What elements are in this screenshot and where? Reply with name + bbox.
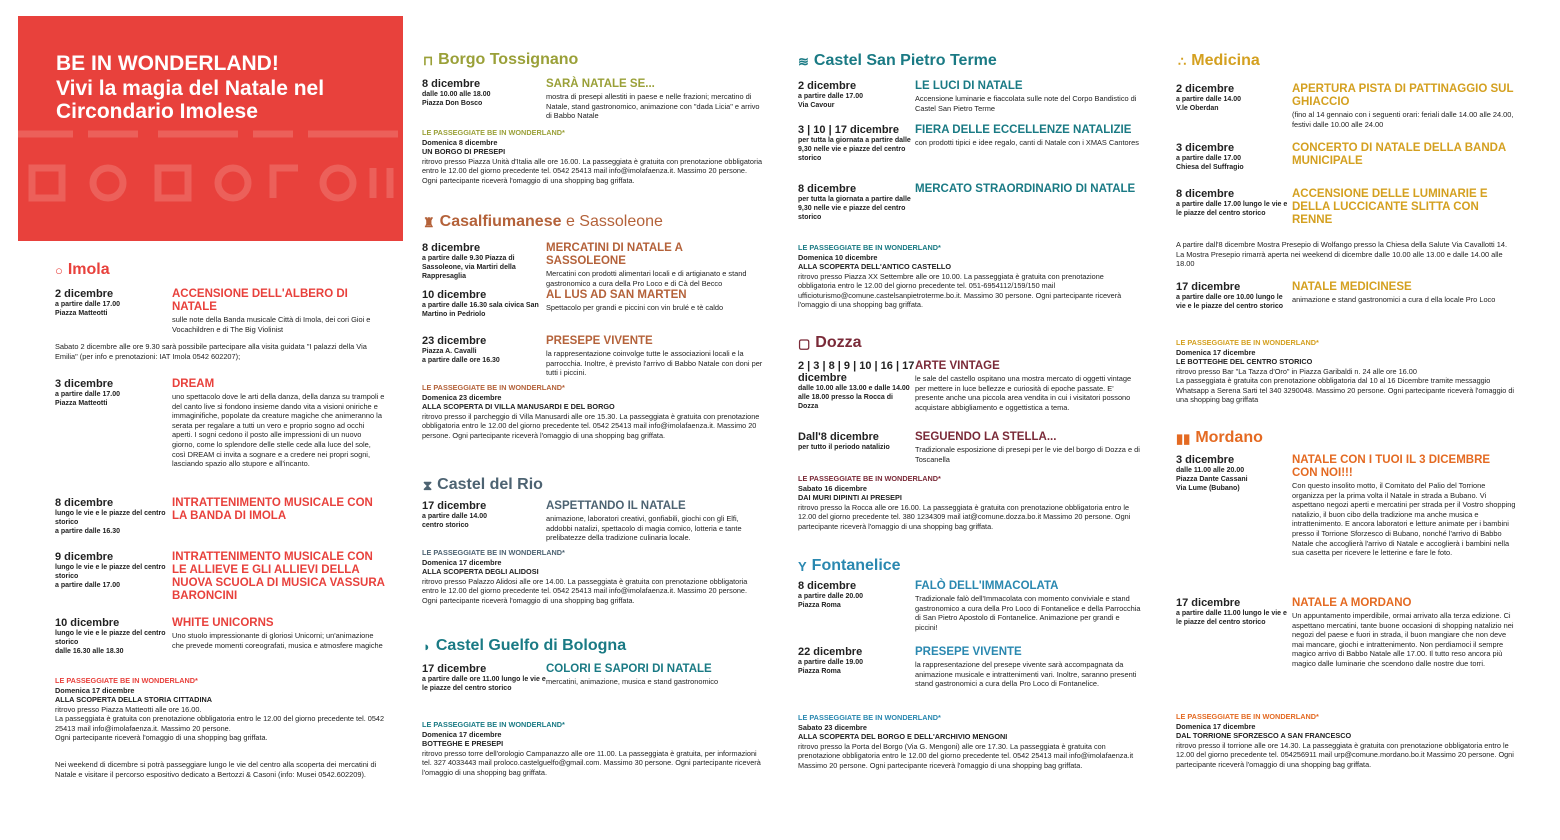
event-dozza-2: Dall'8 dicembre per tutto il periodo natalizio SEGUENDO LA STELLA... Tradizionale esposizione di presepi per le vie del borgo di Dozza e di Toscanella bbox=[798, 431, 1140, 464]
event-imola-2: 3 dicembre a partire dalle 17.00 Piazza Matteotti DREAM uno spettacolo dove le arti della danza, della danza su trampoli e del canto live si fondono insieme dando vita a visioni oniriche e immaginifiche, popolate da creature magiche che animeranno la serata per regalare a tutti un vero e proprio sogno ad occhi aperti. I sogni cedono il posto alle impressioni di un nuovo giorno, come lo splendore delle stelle cede alla luce del sole, così DREAM ci invita a sognare e a credere nei propri sogni, lasciando spazio allo stupore e all'incanto. bbox=[55, 378, 385, 469]
column-4 bbox=[1162, 0, 1560, 840]
hero-title: BE IN WONDERLAND! bbox=[56, 52, 279, 75]
passeggiata-casalfiumanese: LE PASSEGGIATE BE IN WONDERLAND* Domenica 23 dicembre ALLA SCOPERTA DI VILLA MANUSARDI E DEL BORGO ritrovo presso il parcheggio di Villa Manusardi alle ore 15.30. La passeggiata è gratuita con prenotazione obbligatoria entro le 12.00 del giorno precedente tel. 0542 25413 mail info@imolafaenza.it. Massimo 20 persone. Ogni partecipante riceverà l'omaggio di una shopping bag griffata. bbox=[422, 383, 760, 440]
town-heading-castel-san-pietro: ≋ Castel San Pietro Terme bbox=[798, 52, 997, 69]
column-3 bbox=[780, 0, 1162, 840]
event-mordano-2: 17 dicembre a partire dalle 11.00 lungo le vie e le piazze del centro storico NATALE A MORDANO Un appuntamento imperdibile, ormai arrivato alla terza edizione. Ci aspettano mercatini, tante buone occasioni di shopping natalizio nei negozi del paese e fuori in strada, il buon mangiare che non deve mai mancare, giochi e intrattenimento. Non perdiamoci il sempre magico arrivo di Babbo Natale alle 17.00. Il tutto reso ancora più magico dalle luminarie che scendono dalle nostre due torri. bbox=[1176, 597, 1514, 668]
event-csp-1: 2 dicembre a partire dalle 17.00 Via Cavour LE LUCI DI NATALE Accensione luminarie e fiaccolata sulle note del Corpo Bandistico di Castel San Pietro Terme bbox=[798, 80, 1137, 113]
event-castel-del-rio-1: 17 dicembre a partire dalle 14.00 centro storico ASPETTANDO IL NATALE animazione, laboratori creativi, gonfiabili, giochi con gli Elfi, addobbi natalizi, spettacolo di magia comico, lotteria e tante prelibatezze della tradizione culinaria locale. bbox=[422, 500, 742, 543]
event-medicina-3: 8 dicembre a partire dalle 17.00 lungo le vie e le piazze del centro storico ACCENSIONE DELLE LUMINARIE E DELLA LUCCICANTE SLITTA CON RENNE bbox=[1176, 188, 1488, 226]
passeggiata-mordano: LE PASSEGGIATE BE IN WONDERLAND* Domenica 17 dicembre DAL TORRIONE SFORZESCO A SAN FRANCESCO ritrovo presso il torrione alle ore 14.30. La passeggiata è gratuita con prenotazione obbligatoria entro le 12.00 del giorno precedente tel. 054256911 mail urp@comune.mordano.bo.it Massimo 20 persone. Ogni partecipante riceverà l'omaggio di una shopping bag griffata. bbox=[1176, 712, 1514, 769]
castle-icon: ♜ bbox=[423, 214, 435, 230]
passeggiata-dozza: LE PASSEGGIATE BE IN WONDERLAND* Sabato 16 dicembre DAI MURI DIPINTI AI PRESEPI ritrovo presso la Rocca alle ore 16.00. La passeggiata è gratuita con prenotazione obbligatoria entro le 12.00 del giorno precedente tel. 380 1234309 mail iat@comune.dozza.bo.it Massimo 20 persone. Ogni partecipante riceverà l'omaggio di una shopping bag griffata. bbox=[798, 474, 1131, 531]
town-heading-medicina: ∴ Medicina bbox=[1178, 52, 1260, 69]
passeggiata-imola: LE PASSEGGIATE BE IN WONDERLAND* Domenica 17 dicembre ALLA SCOPERTA DELLA STORIA CITTADINA ritrovo presso Piazza Matteotti alle ore 16.00. La passeggiata è gratuita con prenotazione obbligatoria entro le 12.00 del giorno precedente tel. 0542 25413 mail info@imolafaenza.it. Massimo 20 persone. Ogni partecipante riceverà l'omaggio di una shopping bag griffata. bbox=[55, 676, 385, 742]
column-imola bbox=[0, 0, 406, 840]
imola-note-weekend: Nei weekend di dicembre si potrà passeggiare lungo le vie del centro alla scoperta dei mercatini di Natale e visitare il percorso espositivo dedicato a Bertozzi & Casoni (info: Musei 0542.602209). bbox=[55, 760, 377, 779]
hero-subtitle: Vivi la magia del Natale nel Circondario Imolese bbox=[56, 77, 325, 123]
town-heading-casalfiumanese: ♜ Casalfiumanese e Sassoleone bbox=[423, 213, 663, 230]
event-medicina-2: 3 dicembre a partire dalle 17.00 Chiesa del Suffragio CONCERTO DI NATALE DELLA BANDA MUNICIPALE bbox=[1176, 142, 1506, 171]
circle-icon: ○ bbox=[55, 262, 63, 278]
medicina-note-presepio: A partire dall'8 dicembre Mostra Presepio di Wolfango presso la Chiesa della Salute Via Cavallotti 14. La Mostra Presepio rimarrà aperta nei weekend di dicembre dalle 10.00 alle 13.00 e dalle 14.00 alle 18.00 bbox=[1176, 240, 1508, 269]
event-csp-3: 8 dicembre per tutta la giornata a partire dalle 9,30 nelle vie e piazze del centro storico MERCATO STRAORDINARIO DI NATALE bbox=[798, 183, 1136, 221]
decorative-pattern bbox=[18, 16, 403, 241]
passeggiata-fontanelice: LE PASSEGGIATE BE IN WONDERLAND* Sabato 23 dicembre ALLA SCOPERTA DEL BORGO E DELL'ARCHIVIO MENGONI ritrovo presso la Porta del Borgo (Via G. Mengoni) alle ore 17.30. La passeggiata è gratuita con prenotazione obbligatoria entro le 12.00 del giorno precedente tel. 0542 25413 mail info@imolafaenza.it Massimo 20 persone. Ogni partecipante riceverà l'omaggio di una shopping bag griffata. bbox=[798, 713, 1134, 770]
passeggiata-medicina: LE PASSEGGIATE BE IN WONDERLAND* Domenica 17 dicembre LE BOTTEGHE DEL CENTRO STORICO ritrovo presso Bar "La Tazza d'Oro" in Piazza Garibaldi n. 24 alle ore 16.00 La passeggiata è gratuita con prenotazione obbligatoria dal 10 al 16 Dicembre tramite messaggio Whatsapp a Serena Sarti tel 340 3290048. Massimo 20 persone. Ogni partecipante riceverà l'omaggio di una shopping bag griffata bbox=[1176, 338, 1515, 404]
town-heading-imola: ○ Imola bbox=[55, 261, 110, 278]
event-csp-2: 3 | 10 | 17 dicembre per tutta la giornata a partire dalle 9,30 nelle vie e piazze del centro storico FIERA DELLE ECCELLENZE NATALIZIE con prodotti tipici e idee regalo, canti di Natale con i XMAS Cantores bbox=[798, 124, 1139, 162]
waves-icon: ≋ bbox=[798, 53, 809, 69]
hero-banner bbox=[18, 16, 403, 241]
event-casal-1: 8 dicembre a partire dalle 9.30 Piazza di Sassoleone, via Martiri della Rappresaglia MERCATINI DI NATALE A SASSOLEONE Mercatini con prodotti alimentari locali e di artigianato e stand gastronomico a cura della Pro Loco e di Cà del Becco bbox=[422, 242, 747, 288]
event-fontanelice-2: 22 dicembre a partire dalle 19.00 Piazza Roma PRESEPE VIVENTE la rappresentazione del presepe vivente sarà accompagnata da animazione musicale e intrattenimenti vari. Inoltre, saranno presenti stand gastronomici a cura della Pro Loco di Fontanelice. bbox=[798, 646, 1137, 689]
town-heading-castel-del-rio: ⧗ Castel del Rio bbox=[423, 476, 543, 493]
event-imola-5: 10 dicembre lungo le vie e le piazze del centro storico dalle 16.30 alle 18.30 WHITE UNICORNS Uno stuolo impressionante di gloriosi Unicorni; un'animazione che prevede momenti coreografati, musica e atmosfere magiche bbox=[55, 617, 383, 655]
dots-icon: ∴ bbox=[1178, 53, 1187, 69]
event-dozza-1: 2 | 3 | 8 | 9 | 10 | 16 | 17 dicembre dalle 10.00 alle 13.00 e dalle 14.00 alle 18.00 presso la Rocca di Dozza ARTE VINTAGE le sale del castello ospitano una mostra mercato di oggetti vintage per mettere in luce bellezze e curiosità di epoche passate. E' presente anche una piccola area vendita in cui i visitatori possono acquistare abbigliamento e oggettistica a tema. bbox=[798, 360, 1132, 412]
column-2 bbox=[406, 0, 780, 840]
event-casal-3: 23 dicembre Piazza A. Cavalli a partire dalle ore 16.30 PRESEPE VIVENTE la rappresentazione coinvolge tutte le associazioni locali e la parrocchia. Inoltre, è previsto l'arrivo di Babbo Natale con doni per tutti i piccini. bbox=[422, 335, 763, 378]
imola-note-guided-visit: Sabato 2 dicembre alle ore 9.30 sarà possibile partecipare alla visita guidata "I palazzi della Via Emilia" (per info e prenotazioni: IAT Imola 0542 602207); bbox=[55, 342, 367, 361]
passeggiata-castel-del-rio: LE PASSEGGIATE BE IN WONDERLAND* Domenica 17 dicembre ALLA SCOPERTA DEGLI ALIDOSI ritrovo presso Palazzo Alidosi alle ore 14.00. La passeggiata è gratuita con prenotazione obbligatoria entro le 12.00 del giorno precedente tel. 0542 25413 mail info@imolafaenza.it. Massimo 20 persone. Ogni partecipante riceverà l'omaggio di una shopping bag griffata. bbox=[422, 548, 748, 605]
fork-icon: Y bbox=[798, 558, 807, 574]
event-mordano-1: 3 dicembre dalle 11.00 alle 20.00 Piazza Dante Cassani Via Lume (Bubano) NATALE CON I TUOI IL 3 DICEMBRE CON NOI!!! Con questo insolito motto, il Comitato del Palio del Torrione organizza per la prima volta il Natale in strada a Bubano. Vi aspettano negozi aperti e mercatini per strada per il Vostro shopping natalizio, il buon cibo della tradizione ma anche musica e intrattenimento. E ancora laboratori e letture animate per i bambini presso il Torrione Sforzesco di Bubano, nonché l'arrivo di Babbo Natale che accoglierà l'arrivo di Natale e accoglierà i bambini nella sua casetta per ricevere le letterine e fare le foto. bbox=[1176, 454, 1516, 558]
town-heading-borgo-tossignano: ⊓ Borgo Tossignano bbox=[423, 51, 579, 68]
event-imola-3: 8 dicembre lungo le vie e le piazze del centro storico a partire dalle 16.30 INTRATTENIMENTO MUSICALE CON LA BANDA DI IMOLA bbox=[55, 497, 373, 535]
gate-icon: ⊓ bbox=[423, 52, 434, 68]
hourglass-icon: ⧗ bbox=[423, 477, 433, 493]
event-casal-2: 10 dicembre a partire dalle 16.30 sala civica San Martino in Pedriolo AL LUS AD SAN MARTEN Spettacolo per grandi e piccini con vin brulé e tè caldo bbox=[422, 289, 724, 318]
passeggiata-castel-guelfo: LE PASSEGGIATE BE IN WONDERLAND* Domenica 17 dicembre BOTTEGHE E PRESEPI ritrovo presso torre dell'orologio Campanazzo alle ore 11.00. La passeggiata è gratuita, per informazioni tel. 327 4033443 mail proloco.castelguelfo@gmail.com. Massimo 30 persone. Ogni partecipante riceverà l'omaggio di una shopping bag griffata. bbox=[422, 720, 761, 777]
dome-icon: ◗ bbox=[423, 638, 431, 654]
passeggiata-borgo: LE PASSEGGIATE BE IN WONDERLAND* Domenica 8 dicembre UN BORGO DI PRESEPI ritrovo presso Piazza Unità d'Italia alle ore 16.00. La passeggiata è gratuita con prenotazione obbligatoria entro le 12.00 del giorno precedente tel. 0542 25413 mail info@imolafaenza.it. Massimo 20 persone. Ogni partecipante riceverà l'omaggio di una shopping bag griffata. bbox=[422, 128, 763, 185]
town-heading-fontanelice: Y Fontanelice bbox=[798, 557, 901, 574]
bars-icon: ▮▮ bbox=[1176, 430, 1191, 446]
town-heading-castel-guelfo: ◗ Castel Guelfo di Bologna bbox=[423, 637, 627, 654]
event-medicina-4: 17 dicembre a partire dalle ore 10.00 lungo le vie e le piazze del centro storico NATALE MEDICINESE animazione e stand gastronomici a cura d ella locale Pro Loco bbox=[1176, 281, 1496, 310]
town-heading-dozza: ▢ Dozza bbox=[798, 334, 862, 351]
event-imola-1: 2 dicembre a partire dalle 17.00 Piazza Matteotti ACCENSIONE DELL'ALBERO DI NATALE sulle note della Banda musicale Città di Imola, dei cori Gioi e Vocachildren e di The Big Violinist bbox=[55, 288, 371, 334]
event-imola-4: 9 dicembre lungo le vie e le piazze del centro storico a partire dalle 17.00 INTRATTENIMENTO MUSICALE CON LE ALLIEVE E GLI ALLIEVI DELLA NUOVA SCUOLA DI MUSICA VASSURA BARONCINI bbox=[55, 551, 385, 602]
square-icon: ▢ bbox=[798, 335, 811, 351]
town-heading-mordano: ▮▮ Mordano bbox=[1176, 429, 1263, 446]
event-castel-guelfo-1: 17 dicembre a partire dalle ore 11.00 lungo le vie e le piazze del centro storico COLORI E SAPORI DI NATALE mercatini, animazione, musica e stand gastronomico bbox=[422, 663, 719, 692]
event-medicina-1: 2 dicembre a partire dalle 14.00 V.le Oberdan APERTURA PISTA DI PATTINAGGIO SUL GHIACCIO (fino al 14 gennaio con i seguenti orari: feriali dalle 14.00 alle 24.00, festivi dalle 10.00 alle 24.00 bbox=[1176, 83, 1514, 129]
event-fontanelice-1: 8 dicembre a partire dalle 20.00 Piazza Roma FALÒ DELL'IMMACOLATA Tradizionale falò dell'Immacolata con momento conviviale e stand gastronomico a cura della Pro Loco di Fontanelice e della Parrocchia di San Pietro Apostolo di Fontanelice. Animazione per grandi e piccini! bbox=[798, 580, 1141, 632]
event-borgo-1: 8 dicembre dalle 10.00 alle 18.00 Piazza Don Bosco SARÀ NATALE SE... mostra di presepi allestiti in paese e nelle frazioni; mercatino di Natale, stand gastronomico, animazione con "dada Licia" e arrivo di Babbo Natale bbox=[422, 78, 760, 121]
passeggiata-castel-san-pietro: LE PASSEGGIATE BE IN WONDERLAND* Domenica 10 dicembre ALLA SCOPERTA DELL'ANTICO CASTELLO ritrovo presso Piazza XX Settembre alle ore 10.00. La passeggiata è gratuita con prenotazione obbligatoria entro le 12.00 del giorno precedente tel. 051-6954112/159/150 mail ufficioturismo@comune.castelsanpietroterme.bo.it. Massimo 30 persone. Ogni partecipante riceverà l'omaggio di una shopping bag griffata. bbox=[798, 243, 1122, 309]
